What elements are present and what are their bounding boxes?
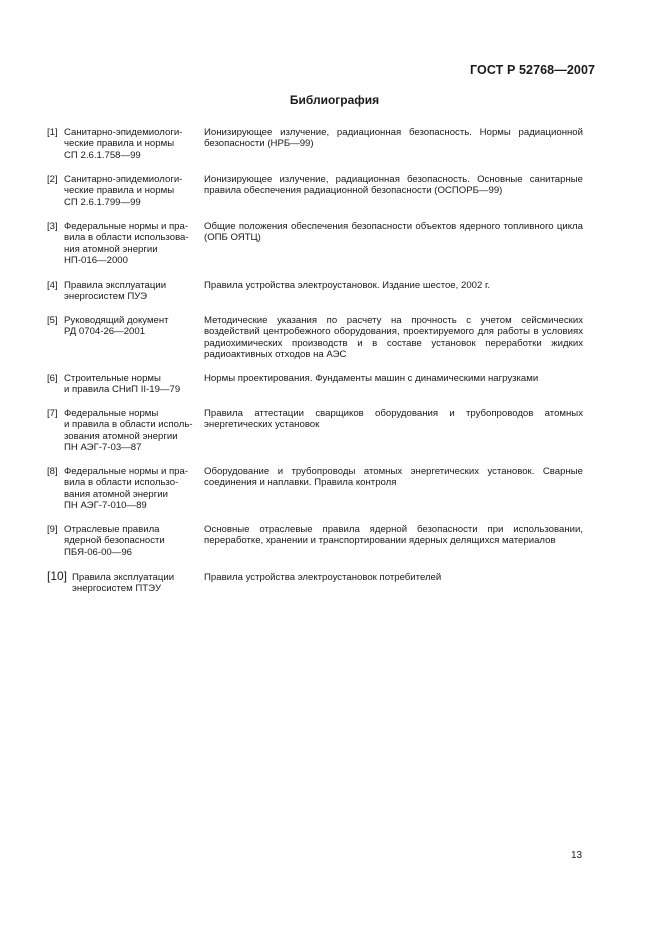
entry-number: [8] (47, 466, 58, 477)
entry-number: [6] (47, 373, 58, 384)
entry-number: [5] (47, 315, 58, 326)
entry-description: Методические указания по расчету на прочность с учетом сейсмических воздействий центробежного оборудования, проектируемого для работы в условиях радиохимических производств и в составе установок переработки жидких радиоактивных отходов на АЭС (204, 315, 583, 361)
entry-description: Правила устройства электроустановок потребителей (204, 572, 442, 583)
entry-number: [4] (47, 280, 58, 291)
entry-description: Основные отраслевые правила ядерной безопасности при использовании, переработке, хранении и транспортировании ядерных делящихся материалов (204, 524, 583, 547)
entry-number: [10] (47, 569, 68, 583)
entry-description: Ионизирующее излучение, радиационная безопасность. Нормы радиационной безопасности (НРБ—99) (204, 127, 583, 150)
source-code: СП 2.6.1.799—99 (64, 196, 141, 208)
source-code: РД 0704-26—2001 (64, 326, 146, 338)
entry-number: [3] (47, 221, 58, 232)
entry-description: Общие положения обеспечения безопасности объектов ядерного топливного цикла (ОПБ ОЯТЦ) (204, 221, 583, 244)
entry-source (64, 174, 209, 208)
source-name: Отраслевые правила ядерной безопасности (64, 524, 165, 547)
source-name: Руководящий документ (64, 315, 169, 326)
entry-description: Нормы проектирования. Фундаменты машин с динамическими нагрузками (204, 373, 539, 384)
entry-number: [9] (47, 524, 58, 535)
source-code: НП-016—2000 (64, 255, 128, 267)
source-name: Федеральные нормы и правила в области исполь- зования атомной энергии (64, 408, 193, 442)
source-name: Федеральные нормы и пра- вила в области использова- ния атомной энергии (64, 221, 189, 255)
source-code: СП 2.6.1.758—99 (64, 149, 141, 161)
entry-source (64, 280, 209, 303)
entry-source (64, 315, 209, 338)
entry-number: [7] (47, 408, 58, 419)
source-name: Правила эксплуатации энергосистем ПТЭУ (72, 572, 175, 595)
entry-source (72, 572, 217, 595)
entry-number: [1] (47, 127, 58, 138)
entry-description: Оборудование и трубопроводы атомных энергетических установок. Сварные соединения и наплавки. Правила контроля (204, 466, 583, 489)
entry-source (64, 127, 209, 161)
entry-source (64, 466, 209, 512)
entry-source (64, 408, 209, 454)
entry-source (64, 524, 209, 558)
page-title: Библиография (289, 93, 380, 107)
source-name: Строительные нормы и правила СНиП II-19—79 (64, 373, 181, 396)
entry-description: Ионизирующее излучение, радиационная безопасность. Основные санитарные правила обеспечения радиационной безопасности (ОСПОРБ—99) (204, 174, 583, 197)
source-code: ПН АЭГ-7-03—87 (64, 442, 142, 454)
standard-designation: ГОСТ Р 52768—2007 (470, 63, 596, 77)
source-name: Санитарно-эпидемиологи- ческие правила и нормы (64, 127, 183, 150)
entry-description: Правила аттестации сварщиков оборудования и трубопроводов атомных энергетических установок (204, 408, 583, 431)
entry-number: [2] (47, 174, 58, 185)
source-name: Правила эксплуатации энергосистем ПУЭ (64, 280, 167, 303)
entry-description: Правила устройства электроустановок. Издание шестое, 2002 г. (204, 280, 490, 291)
source-name: Санитарно-эпидемиологи- ческие правила и нормы (64, 174, 183, 197)
source-code: ПН АЭГ-7-010—89 (64, 500, 147, 512)
source-code: ПБЯ-06-00—96 (64, 546, 133, 558)
entry-source (64, 221, 209, 267)
entry-source (64, 373, 209, 396)
page-number: 13 (571, 850, 583, 861)
source-name: Федеральные нормы и пра- вила в области использо- вания атомной энергии (64, 466, 189, 500)
